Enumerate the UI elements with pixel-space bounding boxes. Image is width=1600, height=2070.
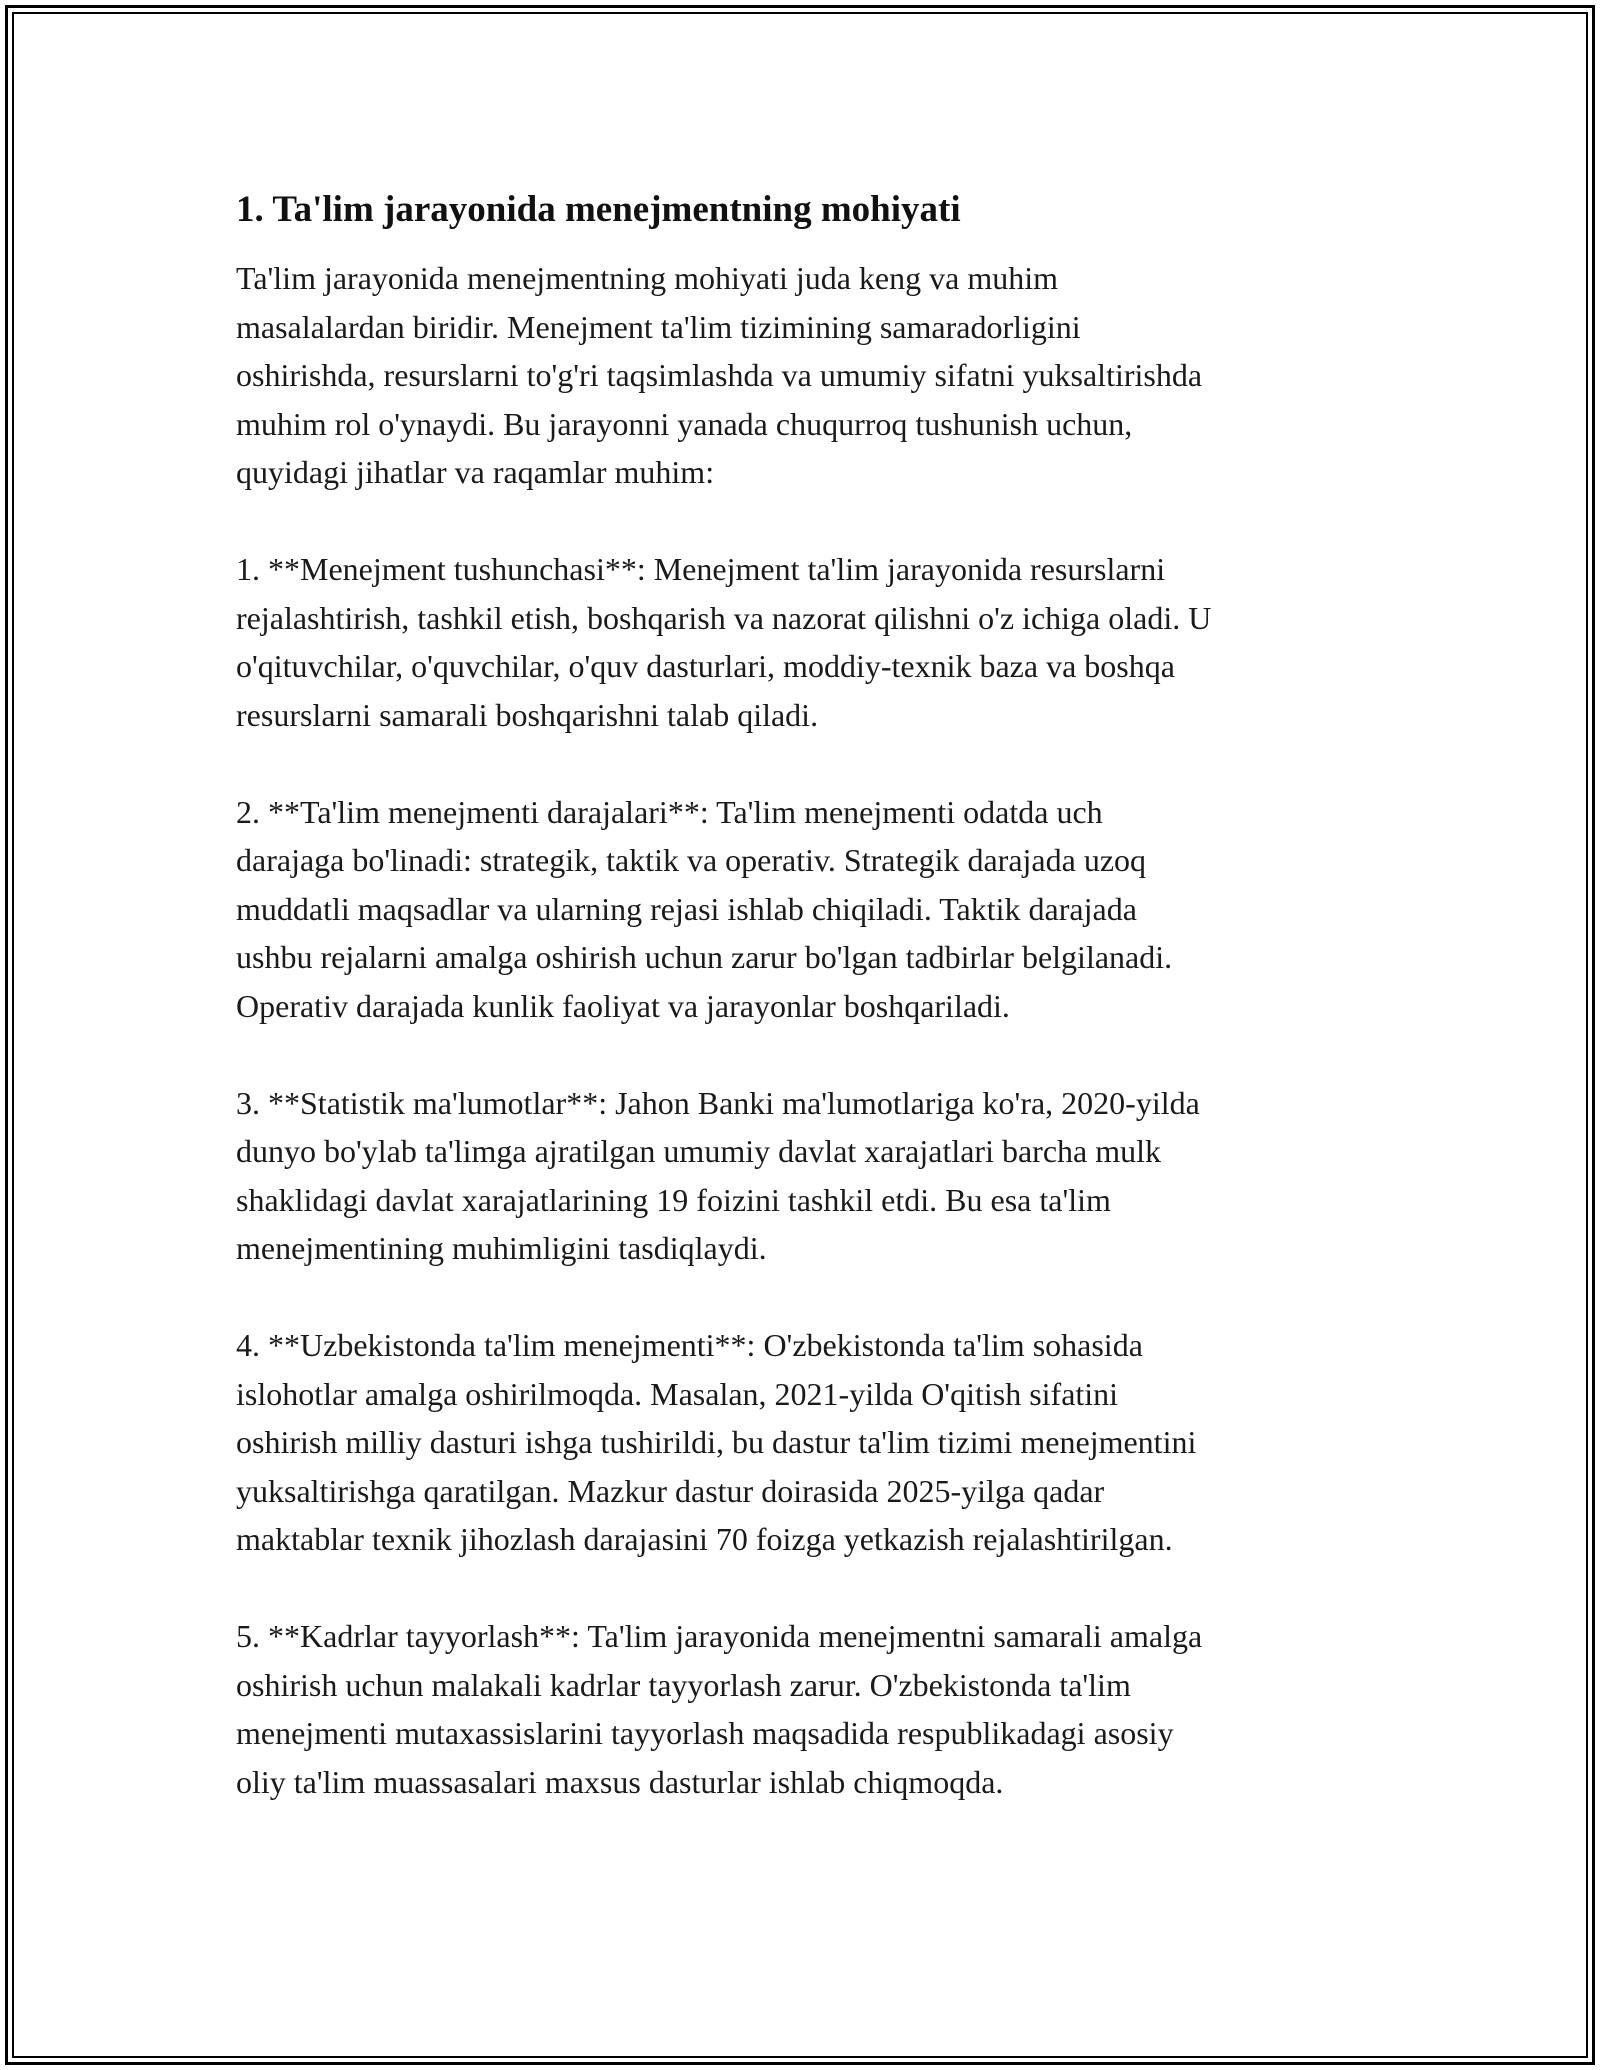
paragraph-line: 5. **Kadrlar tayyorlash**: Ta'lim jarayonida menejmentni samarali amalga: [236, 1618, 1203, 1654]
paragraph-line: oliy ta'lim muassasalari maxsus dasturlar ishlab chiqmoqda.: [236, 1763, 1004, 1800]
paragraph-6: [236, 1612, 1366, 1806]
paragraph-line: masalalardan biridir. Menejment ta'lim tizimining samaradorligini: [236, 308, 1081, 345]
paragraph-line: muddatli maqsadlar va ularning rejasi ishlab chiqiladi. Taktik darajada: [236, 890, 1137, 927]
paragraph-line: oshirishda, resurslarni to'g'ri taqsimlashda va umumiy sifatni yuksaltirishda: [236, 357, 1203, 393]
paragraph-line: islohotlar amalga oshirilmoqda. Masalan, 2021-yilda O'qitish sifatini: [236, 1375, 1119, 1412]
paragraph-line: 3. **Statistik ma'lumotlar**: Jahon Banki ma'lumotlariga ko'ra, 2020-yilda: [236, 1084, 1200, 1121]
paragraph-line: 4. **Uzbekistonda ta'lim menejmenti**: O'zbekistonda ta'lim sohasida: [236, 1327, 1143, 1363]
paragraph-line: resurslarni samarali boshqarishni talab qiladi.: [236, 696, 819, 733]
paragraph-line: 2. **Ta'lim menejmenti darajalari**: Ta'lim menejmenti odatda uch: [236, 793, 1103, 830]
paragraph-line: maktablar texnik jihozlash darajasini 70 foizga yetkazish rejalashtirilgan.: [236, 1521, 1173, 1557]
paragraph-line: darajaga bo'linadi: strategik, taktik va operativ. Strategik darajada uzoq: [236, 842, 1147, 878]
paragraph-line: menejmenti mutaxassislarini tayyorlash maqsadida respublikadagi asosiy: [236, 1715, 1174, 1751]
paragraph-line: yuksaltirishga qaratilgan. Mazkur dastur doirasida 2025-yilga qadar: [236, 1472, 1105, 1509]
paragraph-line: shaklidagi davlat xarajatlarining 19 foizini tashkil etdi. Bu esa ta'lim: [236, 1181, 1111, 1218]
paragraph-line: o'qituvchilar, o'quvchilar, o'quv dasturlari, moddiy-texnik baza va boshqa: [236, 648, 1175, 684]
paragraph-2: [236, 545, 1366, 739]
paragraph-5: [236, 1321, 1366, 1564]
paragraph-line: ushbu rejalarni amalga oshirish uchun zarur bo'lgan tadbirlar belgilanadi.: [236, 939, 1173, 975]
paragraph-line: rejalashtirish, tashkil etish, boshqarish va nazorat qilishni o'z ichiga oladi. U: [236, 599, 1212, 636]
document-title: 1. Ta'lim jarayonida menejmentning mohiyati: [236, 189, 961, 230]
paragraph-line: oshirish milliy dasturi ishga tushirildi, bu dastur ta'lim tizimi menejmentini: [236, 1424, 1197, 1460]
paragraph-line: menejmentining muhimligini tasdiqlaydi.: [236, 1230, 767, 1266]
paragraph-3: [236, 788, 1366, 1031]
paragraph-line: dunyo bo'ylab ta'limga ajratilgan umumiy davlat xarajatlari barcha mulk: [236, 1133, 1162, 1169]
paragraph-line: Ta'lim jarayonida menejmentning mohiyati juda keng va muhim: [236, 260, 1058, 296]
document-body: [236, 186, 1366, 1806]
paragraph-list: [236, 254, 1366, 1806]
paragraph-line: muhim rol o'ynaydi. Bu jarayonni yanada chuqurroq tushunish uchun,: [236, 405, 1133, 442]
paragraph-line: Operativ darajada kunlik faoliyat va jarayonlar boshqariladi.: [236, 987, 1010, 1024]
paragraph-1: [236, 254, 1366, 497]
paragraph-line: quyidagi jihatlar va raqamlar muhim:: [236, 454, 715, 490]
paragraph-4: [236, 1079, 1366, 1273]
paragraph-line: 1. **Menejment tushunchasi**: Menejment ta'lim jarayonida resurslarni: [236, 551, 1166, 587]
paragraph-line: oshirish uchun malakali kadrlar tayyorlash zarur. O'zbekistonda ta'lim: [236, 1666, 1131, 1703]
